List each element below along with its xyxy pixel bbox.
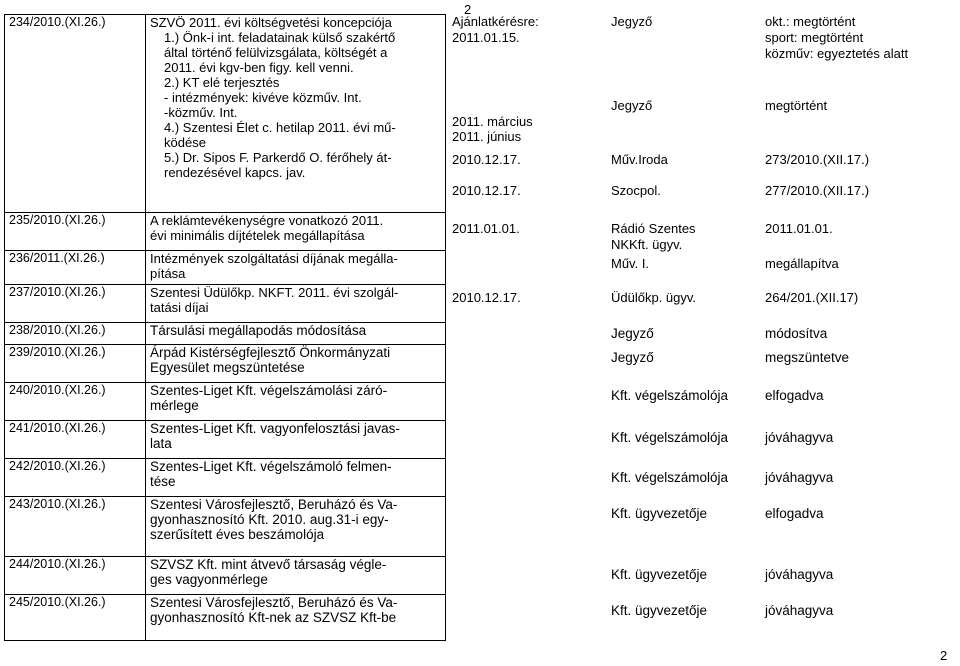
subject-line: SZVÖ 2011. évi költségvetési koncepciója (150, 15, 392, 30)
status-d: 277/2010.(XII.17.) (765, 183, 870, 198)
subject-line: tatási díjai (150, 300, 209, 315)
subject-line: ges vagyonmérlege (150, 572, 268, 587)
resp-k: Kft. végelszámolója (611, 430, 729, 445)
resolution-number: 245/2010.(XI.26.) (5, 595, 146, 641)
resolution-subject (146, 251, 446, 285)
resp-m: Kft. ügyvezetője (611, 506, 708, 521)
status-l: jóváhagyva (765, 470, 834, 485)
resolution-number: 236/2011.(XI.26.) (5, 251, 146, 285)
resolutions-table (4, 14, 446, 641)
resolution-number: 240/2010.(XI.26.) (5, 383, 146, 421)
subject-line: Szentesi Városfejlesztő, Beruházó és Va- (150, 595, 398, 610)
deadline-c: 2011. március (452, 114, 533, 129)
subject-line: lata (150, 436, 172, 451)
resp-j: Kft. végelszámolója (611, 388, 729, 403)
table-row (5, 323, 446, 345)
status-n: jóváhagyva (765, 567, 834, 582)
subject-line: - intézmények: kivéve közműv. Int. (164, 90, 362, 105)
subject-line: Szentesi Üdülőkp. NKFT. 2011. évi szolgál- (150, 285, 399, 300)
subject-line: Társulási megállapodás módosítása (150, 323, 367, 338)
subject-line: rendezésével kapcs. jav. (164, 165, 306, 180)
table-row (5, 383, 446, 421)
table-row (5, 285, 446, 323)
resolution-number: 238/2010.(XI.26.) (5, 323, 146, 345)
subject-line: szerűsített éves beszámolója (150, 527, 325, 542)
subject-line: Szentes-Liget Kft. vagyonfelosztási javas- (150, 421, 400, 436)
subject-line: ködése (164, 135, 206, 150)
resolution-subject (146, 595, 446, 641)
table-row (5, 213, 446, 251)
resolution-number: 239/2010.(XI.26.) (5, 345, 146, 383)
resp-f: Műv. I. (611, 256, 650, 271)
table-row (5, 497, 446, 557)
status-b: megtörtént (765, 98, 828, 113)
resolution-number: 235/2010.(XI.26.) (5, 213, 146, 251)
resolution-number: 234/2010.(XI.26.) (5, 15, 146, 213)
deadline-a: Ajánlatkérésre: (452, 14, 539, 29)
resp-e1: Rádió Szentes (611, 221, 696, 236)
subject-line: mérlege (150, 398, 199, 413)
status-j: elfogadva (765, 388, 824, 403)
resolution-subject (146, 383, 446, 421)
resolution-number: 243/2010.(XI.26.) (5, 497, 146, 557)
resp-l: Kft. végelszámolója (611, 470, 729, 485)
resolution-subject (146, 345, 446, 383)
subject-line: gyonhasznosító Kft-nek az SZVSZ Kft-be (150, 610, 397, 625)
status-f: megállapítva (765, 256, 839, 271)
deadline-d: 2011. június (452, 129, 522, 144)
subject-line: Szentes-Liget Kft. végelszámolási záró- (150, 383, 388, 398)
resp-a: Jegyző (611, 14, 653, 29)
page-number-bottom: 2 (940, 648, 948, 663)
resolution-subject (146, 557, 446, 595)
status-o: jóváhagyva (765, 603, 834, 618)
resolution-number: 242/2010.(XI.26.) (5, 459, 146, 497)
subject-line: A reklámtevékenységre vonatkozó 2011. (150, 213, 384, 228)
resolution-number: 237/2010.(XI.26.) (5, 285, 146, 323)
table-row (5, 15, 446, 213)
resolution-subject (146, 323, 446, 345)
subject-line: Árpád Kistérségfejlesztő Önkormányzati (150, 345, 391, 360)
table-row (5, 421, 446, 459)
resolution-subject (146, 285, 446, 323)
subject-line: által történő felülvizsgálata, költségét a (164, 45, 388, 60)
resolution-subject (146, 15, 446, 213)
deadline-g: 2011.01.01. (452, 221, 520, 236)
deadline-e: 2010.12.17. (452, 152, 521, 167)
status-a1: okt.: megtörtént (765, 14, 856, 29)
status-c: 273/2010.(XII.17.) (765, 152, 870, 167)
subject-line: SZVSZ Kft. mint átvevő társaság végle- (150, 557, 387, 572)
subject-line: Egyesület megszüntetése (150, 360, 305, 375)
deadline-f: 2010.12.17. (452, 183, 521, 198)
resp-d: Szocpol. (611, 183, 661, 198)
table-row (5, 345, 446, 383)
subject-line: Szentesi Városfejlesztő, Beruházó és Va- (150, 497, 398, 512)
resp-b: Jegyző (611, 98, 653, 113)
resp-h: Jegyző (611, 326, 654, 341)
status-a3: közműv: egyeztetés alatt (765, 46, 909, 61)
subject-line: -közműv. Int. (164, 105, 238, 120)
status-i: megszüntetve (765, 350, 850, 365)
resp-e2: NKKft. ügyv. (611, 237, 683, 252)
resolution-number: 241/2010.(XI.26.) (5, 421, 146, 459)
subject-line: 5.) Dr. Sipos F. Parkerdő O. férőhely át- (164, 150, 392, 165)
status-g: 264/201.(XII.17) (765, 290, 859, 305)
table-row (5, 557, 446, 595)
table-row (5, 251, 446, 285)
deadline-b: 2011.01.15. (452, 30, 520, 45)
table-row (5, 595, 446, 641)
resp-n: Kft. ügyvezetője (611, 567, 708, 582)
resolution-subject (146, 497, 446, 557)
status-e: 2011.01.01. (765, 221, 833, 236)
subject-line: 1.) Önk-i int. feladatainak külső szakértő (164, 30, 396, 45)
resp-g: Üdülőkp. ügyv. (611, 290, 697, 305)
subject-line: Szentes-Liget Kft. végelszámoló felmen- (150, 459, 392, 474)
subject-line: 2.) KT elé terjesztés (164, 75, 280, 90)
status-m: elfogadva (765, 506, 824, 521)
subject-line: pítása (150, 266, 186, 281)
resp-i: Jegyző (611, 350, 654, 365)
resolution-number: 244/2010.(XI.26.) (5, 557, 146, 595)
resolution-subject (146, 421, 446, 459)
table-row (5, 459, 446, 497)
resp-c: Műv.Iroda (611, 152, 668, 167)
resolution-subject (146, 213, 446, 251)
status-h: módosítva (765, 326, 828, 341)
subject-line: 2011. évi kgv-ben figy. kell venni. (164, 60, 354, 75)
subject-line: gyonhasznosító Kft. 2010. aug.31-i egy- (150, 512, 389, 527)
subject-line: tése (150, 474, 176, 489)
status-a2: sport: megtörtént (765, 30, 864, 45)
status-k: jóváhagyva (765, 430, 834, 445)
resp-o: Kft. ügyvezetője (611, 603, 708, 618)
page-number-top: 2 (464, 2, 472, 17)
subject-line: 4.) Szentesi Élet c. hetilap 2011. évi mű- (164, 120, 396, 135)
resolution-subject (146, 459, 446, 497)
deadline-h: 2010.12.17. (452, 290, 521, 305)
subject-line: évi minimális díjtételek megállapítása (150, 228, 365, 243)
subject-line: Intézmények szolgáltatási díjának megálla- (150, 251, 398, 266)
